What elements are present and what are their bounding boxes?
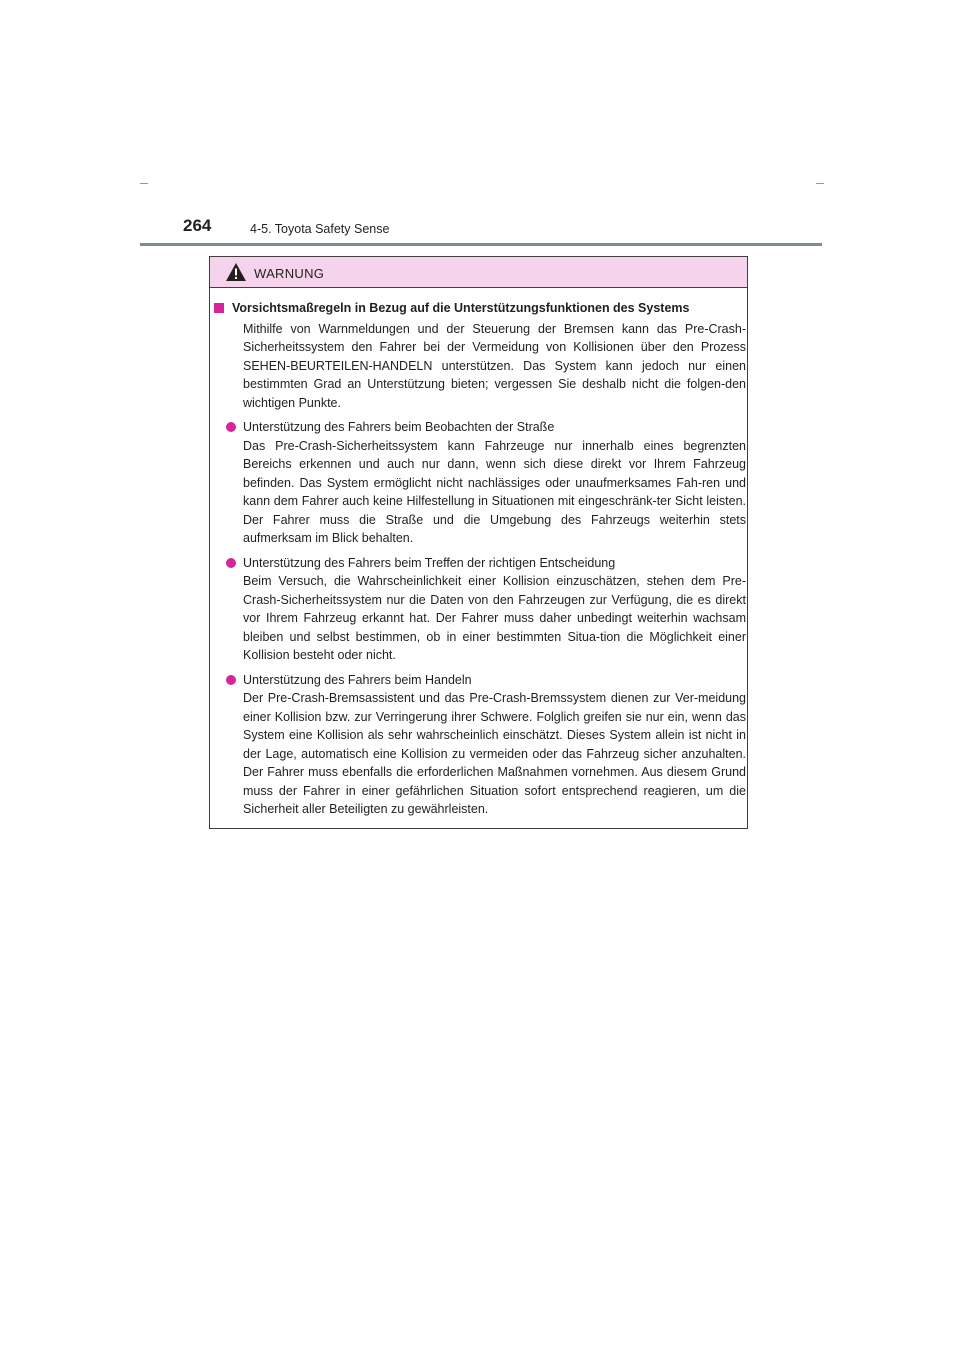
header-rule: [140, 243, 822, 246]
bullet-text: Das Pre-Crash-Sicherheitssystem kann Fahrzeuge nur innerhalb eines begrenzten Bereichs erkennen und auch nur dann, wenn sich diese direkt vor Ihrem Fahrzeug befinden. Das System ermöglicht nicht nachlässiges oder unaufmerksames Fah-ren und kann dem Fahrer auch keine Hilfestellung in Situationen mit eingeschränk-ter Sicht leisten. Der Fahrer muss die Straße und die Umgebung des Fahrzeugs weiterhin stets aufmerksam im Blick behalten.: [243, 438, 746, 545]
bullet-item: [214, 418, 746, 548]
square-bullet-icon: [214, 303, 224, 313]
bullet-text: Beim Versuch, die Wahrscheinlichkeit einer Kollision einzuschätzen, stehen dem Pre-Crash-Sicherheitssystem nur die Daten von den Fahrzeugen zur Verfügung, die es direkt vor Ihrem Fahrzeug erkannt hat. Der Fahrer muss daher unbedingt weiterhin wachsam bleiben und selbst bestimmen, ob in einer bestimmten Situa-tion die Möglichkeit einer Kollision besteht oder nicht.: [243, 574, 746, 662]
circle-bullet-icon: [226, 675, 236, 685]
crop-mark-right: [816, 183, 824, 184]
bullet-text: Der Pre-Crash-Bremsassistent und das Pre-Crash-Bremssystem dienen zur Ver-meidung einer Kollision bzw. zur Verringerung ihrer Schwere. Folglich greifen sie nur ein, wenn das System eine Kollision als sehr wahrscheinlich einschätzt. Dieses System allein ist nicht in der Lage, automatisch eine Kollision zu vermeiden oder das Fahrzeug sicher anzuhalten. Der Fahrer muss ebenfalls die erforderlichen Maßnahmen vornehmen. Aus diesem Grund muss der Fahrer in einer gefährlichen Situation sofort entsprechend reagieren, um die Sicherheit aller Beteiligten zu gewährleisten.: [243, 691, 746, 816]
circle-bullet-icon: [226, 558, 236, 568]
warning-heading-text: Vorsichtsmaßregeln in Bezug auf die Unterstützungsfunktionen des Systems: [232, 301, 690, 315]
warning-intro: Mithilfe von Warnmeldungen und der Steuerung der Bremsen kann das Pre-Crash-Sicherheitssystem den Fahrer bei der Vermeidung von Kollisionen über den Prozess SEHEN-BEURTEILEN-HANDELN unterstützen. Das System kann jedoch nur einen bestimmten Grad an Unterstützung bieten; vergessen Sie deshalb nicht die folgen-den wichtigen Punkte.: [243, 321, 746, 410]
warning-header: [210, 257, 747, 288]
circle-bullet-icon: [226, 422, 236, 432]
bullet-title: Unterstützung des Fahrers beim Beobachten der Straße: [243, 420, 555, 434]
bullet-title: Unterstützung des Fahrers beim Handeln: [243, 672, 472, 687]
page-number: 264: [183, 216, 212, 235]
warning-body: [214, 299, 746, 819]
section-title: 4-5. Toyota Safety Sense: [250, 222, 390, 236]
warning-box: [209, 256, 748, 829]
crop-mark-left: [140, 183, 148, 184]
bullet-item: [214, 671, 746, 819]
bullet-item: [214, 554, 746, 665]
warning-label: WARNUNG: [254, 266, 325, 281]
warning-heading: [214, 299, 746, 318]
bullet-title: Unterstützung des Fahrers beim Treffen der richtigen Entscheidung: [243, 555, 616, 570]
warning-triangle-icon: [225, 262, 247, 282]
